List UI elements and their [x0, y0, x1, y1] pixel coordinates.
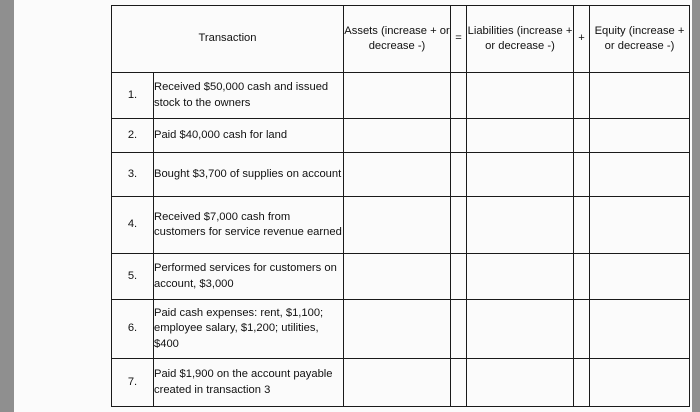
- equity-cell: [590, 300, 690, 359]
- row-number: 7.: [112, 359, 154, 407]
- transaction-description: Received $50,000 cash and issued stock to the owners: [154, 73, 344, 119]
- transaction-description: Bought $3,700 of supplies on account: [154, 153, 344, 197]
- table-row: [112, 300, 690, 359]
- plus-sign: +: [574, 6, 590, 73]
- transaction-header: Transaction: [112, 6, 344, 73]
- assets-cell: [344, 197, 451, 254]
- plus-cell: [574, 73, 590, 119]
- table-row: [112, 197, 690, 254]
- assets-cell: [344, 300, 451, 359]
- equity-cell: [590, 359, 690, 407]
- plus-cell: [574, 300, 590, 359]
- transaction-description: Received $7,000 cash from customers for service revenue earned: [154, 197, 344, 254]
- assets-cell: [344, 73, 451, 119]
- liabilities-cell: [467, 197, 574, 254]
- equals-cell: [451, 254, 467, 300]
- transaction-description: Paid $40,000 cash for land: [154, 119, 344, 153]
- table-row: [112, 359, 690, 407]
- plus-cell: [574, 153, 590, 197]
- plus-cell: [574, 119, 590, 153]
- row-number: 1.: [112, 73, 154, 119]
- transaction-description: Paid cash expenses: rent, $1,100; employee salary, $1,200; utilities, $400: [154, 300, 344, 359]
- equals-sign: =: [451, 6, 467, 73]
- table-row: [112, 153, 690, 197]
- liabilities-cell: [467, 300, 574, 359]
- table-row: [112, 119, 690, 153]
- equals-cell: [451, 300, 467, 359]
- equity-cell: [590, 254, 690, 300]
- equity-header: Equity (increase + or decrease -): [590, 6, 690, 73]
- transaction-description: Performed services for customers on account, $3,000: [154, 254, 344, 300]
- liabilities-cell: [467, 119, 574, 153]
- table-row: [112, 254, 690, 300]
- assets-cell: [344, 359, 451, 407]
- row-number: 5.: [112, 254, 154, 300]
- assets-header: Assets (increase + or decrease -): [344, 6, 451, 73]
- plus-cell: [574, 359, 590, 407]
- table-row: [112, 73, 690, 119]
- equity-cell: [590, 119, 690, 153]
- plus-cell: [574, 197, 590, 254]
- equals-cell: [451, 153, 467, 197]
- equals-cell: [451, 119, 467, 153]
- equity-cell: [590, 153, 690, 197]
- equity-cell: [590, 73, 690, 119]
- assets-cell: [344, 254, 451, 300]
- equals-cell: [451, 197, 467, 254]
- row-number: 6.: [112, 300, 154, 359]
- row-number: 3.: [112, 153, 154, 197]
- liabilities-cell: [467, 73, 574, 119]
- header-row: [112, 6, 690, 73]
- equals-cell: [451, 359, 467, 407]
- worksheet-page: [14, 0, 692, 412]
- transaction-description: Paid $1,900 on the account payable created in transaction 3: [154, 359, 344, 407]
- plus-cell: [574, 254, 590, 300]
- liabilities-cell: [467, 153, 574, 197]
- liabilities-header: Liabilities (increase + or decrease -): [467, 6, 574, 73]
- equity-cell: [590, 197, 690, 254]
- assets-cell: [344, 153, 451, 197]
- row-number: 2.: [112, 119, 154, 153]
- liabilities-cell: [467, 359, 574, 407]
- assets-cell: [344, 119, 451, 153]
- liabilities-cell: [467, 254, 574, 300]
- accounting-equation-table: [111, 5, 690, 407]
- equals-cell: [451, 73, 467, 119]
- row-number: 4.: [112, 197, 154, 254]
